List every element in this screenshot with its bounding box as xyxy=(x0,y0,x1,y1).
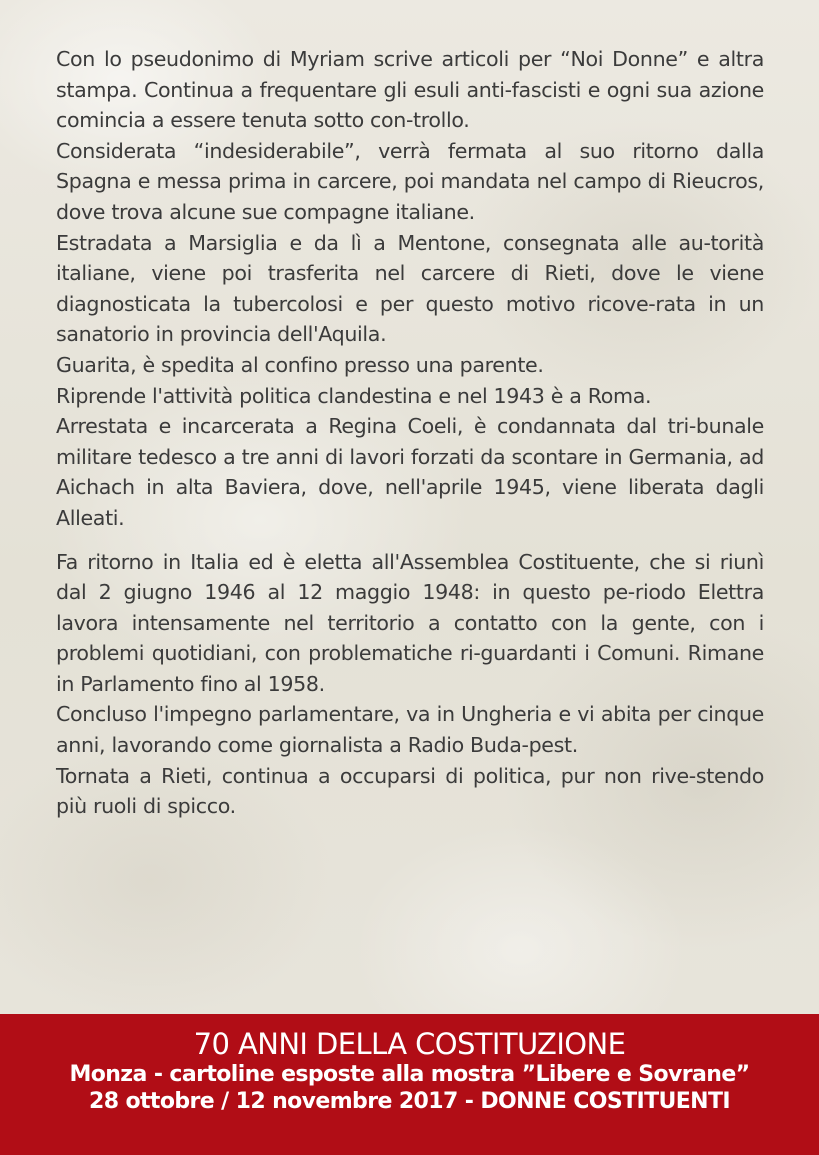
paragraph-arrest: Arrestata e incarcerata a Regina Coeli, è condannata dal tri-bunale militare tedesco a tre anni di lavori forzati da scontare in Germania, ad Aichach in alta Baviera, dove, nell'aprile 1945, viene liberata dagli Alleati. xyxy=(56,414,764,530)
paragraph-undesirable: Considerata “indesiderabile”, verrà fermata al suo ritorno dalla Spagna e messa prima in carcere, poi mandata nel campo di Rieucros, dove trova alcune sue compagne italiane. xyxy=(56,138,764,224)
biography-text xyxy=(56,44,764,822)
banner-exhibition-line: Monza - cartoline esposte alla mostra ”Libere e Sovrane” xyxy=(69,1062,750,1087)
paragraph-assembly: Fa ritorno in Italia ed è eletta all'Assemblea Costituente, che si riunì dal 2 giugno 1946 al 12 maggio 1948: in questo pe-riodo Elettra lavora intensamente nel territorio a contatto con la gente, con i problemi quotidiani, con problematiche ri-guardanti i Comuni. Rimane in Parlamento fino al 1958. xyxy=(56,549,764,696)
footer-banner xyxy=(0,1014,819,1155)
paragraph-rieti: Tornata a Rieti, continua a occuparsi di politica, pur non rive-stendo più ruoli di spicco. xyxy=(56,763,764,819)
paragraph-clandestine: Riprende l'attività politica clandestina e nel 1943 è a Roma. xyxy=(56,383,652,408)
paragraph-extradition: Estradata a Marsiglia e da lì a Mentone, consegnata alle au-torità italiane, viene poi trasferita nel carcere di Rieti, dove le viene diagnosticata la tubercolosi e per questo motivo ricove-rata in un sanatorio in provincia dell'Aquila. xyxy=(56,230,764,347)
banner-date-line: 28 ottobre / 12 novembre 2017 - DONNE COSTITUENTI xyxy=(89,1089,730,1114)
paragraph-hungary: Concluso l'impegno parlamentare, va in Ungheria e vi abita per cinque anni, lavorando come giornalista a Radio Buda-pest. xyxy=(56,702,764,758)
paragraph-confinement: Guarita, è spedita al confino presso una parente. xyxy=(56,352,544,377)
banner-title: 70 ANNI DELLA COSTITUZIONE xyxy=(193,1027,626,1061)
paragraph-pseudonym: Con lo pseudonimo di Myriam scrive articoli per “Noi Donne” e altra stampa. Continua a frequentare gli esuli anti-fascisti e ogni sua azione comincia a essere tenuta sotto con-trollo. xyxy=(56,47,764,133)
